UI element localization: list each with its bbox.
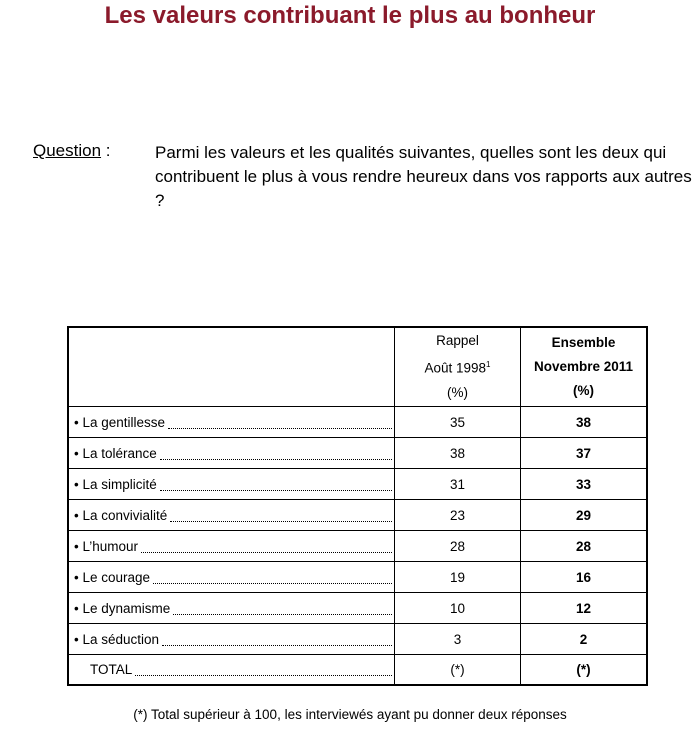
row-label-cell <box>68 407 395 438</box>
row-label-cell <box>68 438 395 469</box>
value-2011: 29 <box>521 500 648 531</box>
value-2011: 37 <box>521 438 648 469</box>
header-2011 <box>521 327 648 407</box>
header-1998-line2 <box>395 353 520 381</box>
row-label: • Le dynamisme <box>74 600 171 616</box>
leader-dots <box>173 604 392 615</box>
leader-dots <box>135 665 392 676</box>
table-row <box>68 438 647 469</box>
leader-dots <box>141 542 392 553</box>
row-label: • La simplicité <box>74 476 157 492</box>
question-text: Parmi les valeurs et les qualités suivantes, quelles sont les deux qui contribuent le plus à vous rendre heureux dans vos rapports aux autres ? <box>155 143 692 210</box>
table-row <box>68 624 647 655</box>
value-1998: 19 <box>395 562 521 593</box>
row-label-cell <box>68 500 395 531</box>
table-row <box>68 500 647 531</box>
header-1998-unit: (%) <box>447 384 468 400</box>
header-1998-footnote-mark: 1 <box>486 360 491 370</box>
value-2011: 28 <box>521 531 648 562</box>
table-row <box>68 562 647 593</box>
page-title: Les valeurs contribuant le plus au bonheur <box>104 2 596 29</box>
value-1998: 38 <box>395 438 521 469</box>
value-1998: 28 <box>395 531 521 562</box>
value-1998: 10 <box>395 593 521 624</box>
question-separator: : <box>101 141 111 160</box>
header-1998-date: Août 1998 <box>424 360 487 376</box>
question-label-text: Question <box>33 141 102 160</box>
header-2011-line2: Novembre 2011 <box>533 359 634 374</box>
header-1998 <box>395 327 521 407</box>
value-1998: 31 <box>395 469 521 500</box>
value-2011: 12 <box>521 593 648 624</box>
question-label <box>33 141 111 161</box>
header-2011-line1: Ensemble <box>551 335 616 350</box>
table-total-row <box>68 655 647 686</box>
table-body <box>68 407 647 655</box>
row-label-cell <box>68 624 395 655</box>
leader-dots <box>170 511 392 522</box>
row-label-cell <box>68 593 395 624</box>
value-1998: 35 <box>395 407 521 438</box>
leader-dots <box>168 418 392 429</box>
row-label: • La convivialité <box>74 507 168 523</box>
value-2011: 16 <box>521 562 648 593</box>
table-row <box>68 531 647 562</box>
value-1998: 23 <box>395 500 521 531</box>
header-blank-cell <box>68 327 395 407</box>
header-2011-unit: (%) <box>573 383 594 398</box>
table-row <box>68 407 647 438</box>
total-1998: (*) <box>395 655 521 686</box>
total-label: TOTAL <box>90 662 133 677</box>
leader-dots <box>162 635 392 646</box>
table-header-row <box>68 327 647 407</box>
row-label-cell <box>68 469 395 500</box>
row-label: • Le courage <box>74 569 151 585</box>
row-label: • La tolérance <box>74 445 157 461</box>
leader-dots <box>160 449 392 460</box>
row-label: • La gentillesse <box>74 414 166 430</box>
leader-dots <box>153 573 392 584</box>
row-label-cell <box>68 531 395 562</box>
table-row <box>68 593 647 624</box>
total-2011: (*) <box>521 655 648 686</box>
value-2011: 33 <box>521 469 648 500</box>
value-1998: 3 <box>395 624 521 655</box>
table-row <box>68 469 647 500</box>
header-1998-line1: Rappel <box>436 333 479 349</box>
value-2011: 2 <box>521 624 648 655</box>
footnote: (*) Total supérieur à 100, les interviewés ayant pu donner deux réponses <box>133 707 567 722</box>
results-table <box>67 326 648 686</box>
value-2011: 38 <box>521 407 648 438</box>
total-label-cell <box>68 655 395 686</box>
row-label: • La séduction <box>74 631 160 647</box>
row-label: • L’humour <box>74 538 139 554</box>
row-label-cell <box>68 562 395 593</box>
leader-dots <box>160 480 392 491</box>
